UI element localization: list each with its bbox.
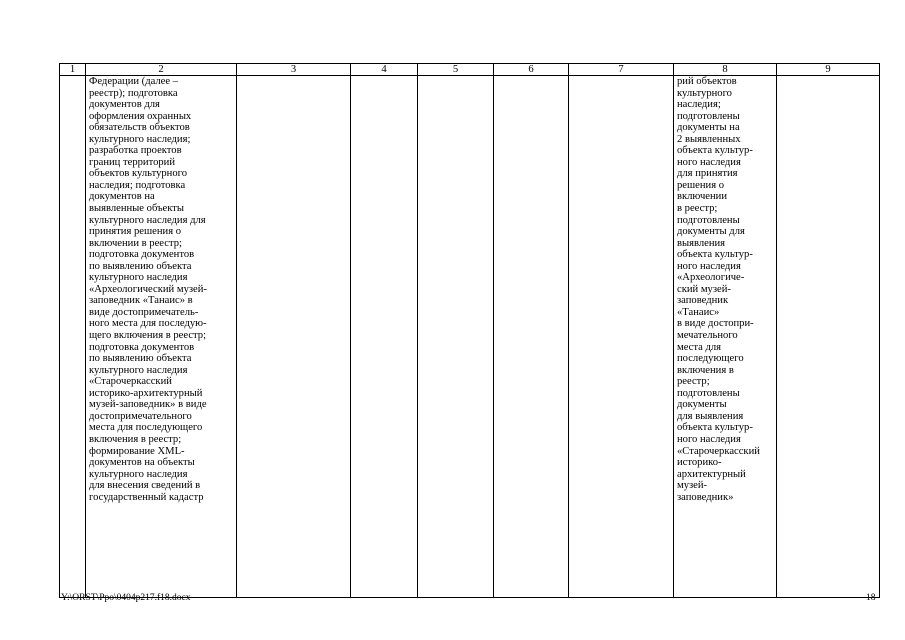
- text-line: 2 выявленных: [677, 133, 741, 145]
- text-line: документов для: [89, 99, 160, 111]
- text-line: Федерации (далее –: [89, 76, 179, 87]
- cell-col-9: [777, 76, 880, 598]
- text-line: рий объектов: [677, 76, 737, 87]
- cell-col-8: [674, 76, 777, 598]
- text-line: «Археологиче-: [677, 272, 745, 284]
- text-line: «Старочеркасский: [677, 445, 760, 457]
- cell-col-4: [351, 76, 418, 598]
- text-line: культурного наследия: [89, 468, 188, 480]
- text-line: для внесения сведений в: [89, 480, 201, 492]
- text-line: по выявлению объекта: [89, 353, 192, 365]
- header-row: [60, 64, 880, 76]
- text-line: для выявления: [677, 410, 744, 422]
- text-line: выявленные объекты: [89, 203, 185, 215]
- text-line: культурного наследия: [89, 364, 188, 376]
- text-line: по выявлению объекта: [89, 260, 192, 272]
- cell-col-1: [60, 76, 86, 598]
- text-line: выявления: [677, 237, 726, 249]
- text-line: подготовлены: [677, 214, 740, 226]
- text-line: ного наследия: [677, 156, 741, 168]
- text-line: ного наследия: [677, 260, 741, 272]
- text-line: включении в реестр;: [89, 237, 182, 249]
- text-line: в виде достопри-: [677, 318, 754, 330]
- text-line: объекта культур-: [677, 422, 753, 434]
- text-line: реестр;: [677, 376, 710, 388]
- text-line: наследия;: [677, 99, 721, 111]
- text-line: ский музей-: [677, 283, 731, 295]
- column-header-8: 8: [674, 64, 777, 76]
- text-line: культурного наследия;: [89, 133, 191, 145]
- text-line: границ территорий: [89, 156, 176, 168]
- table-row: [60, 76, 880, 598]
- text-line: культурного наследия для: [89, 214, 206, 226]
- text-line: наследия; подготовка: [89, 179, 186, 191]
- text-line: документы: [677, 399, 727, 411]
- cell-col-2: [86, 76, 237, 598]
- text-line: оформления охранных: [89, 110, 192, 122]
- column-header-5: 5: [418, 64, 494, 76]
- text-line: заповедник: [677, 295, 729, 307]
- text-line: музей-заповедник» в виде: [89, 399, 207, 411]
- text-line: подготовка документов: [89, 341, 195, 353]
- text-line: «Танаис»: [677, 306, 720, 318]
- column-header-3: 3: [237, 64, 351, 76]
- text-line: формирование XML-: [89, 445, 185, 457]
- text-line: документов на объекты: [89, 457, 195, 469]
- column-header-9: 9: [777, 64, 880, 76]
- text-line: ного наследия: [677, 433, 741, 445]
- text-line: виде достопримечатель-: [89, 306, 199, 318]
- cell-col-6: [494, 76, 569, 598]
- text-line: культурного наследия: [89, 272, 188, 284]
- text-line: реестр); подготовка: [89, 87, 178, 99]
- text-line: документов на: [89, 191, 155, 203]
- column-header-7: 7: [569, 64, 674, 76]
- text-line: щего включения в реестр;: [89, 330, 207, 342]
- text-line: заповедник «Танаис» в: [89, 295, 193, 307]
- col8-text: [674, 76, 776, 503]
- text-line: культурного: [677, 87, 732, 99]
- column-header-4: 4: [351, 64, 418, 76]
- text-line: документы на: [677, 122, 740, 134]
- col2-text: [86, 76, 236, 503]
- cell-col-5: [418, 76, 494, 598]
- text-line: историко-: [677, 457, 722, 469]
- text-line: ного места для последую-: [89, 318, 207, 330]
- text-line: обязательств объектов: [89, 122, 190, 134]
- text-line: включения в реестр;: [89, 433, 182, 445]
- page-number: 18: [866, 593, 876, 603]
- cell-col-3: [237, 76, 351, 598]
- text-line: объектов культурного: [89, 168, 188, 180]
- text-line: включения в: [677, 364, 734, 376]
- text-line: объекта культур-: [677, 145, 753, 157]
- text-line: архитектурный: [677, 468, 746, 480]
- column-header-2: 2: [86, 64, 237, 76]
- text-line: государственный кадастр: [89, 491, 204, 503]
- text-line: заповедник»: [677, 491, 734, 503]
- text-line: принятия решения о: [89, 226, 182, 238]
- text-line: включении: [677, 191, 727, 203]
- text-line: историко-архитектурный: [89, 387, 203, 399]
- text-line: решения о: [677, 179, 725, 191]
- text-line: подготовлены: [677, 110, 740, 122]
- text-line: «Старочеркасский: [89, 376, 172, 388]
- text-line: места для последующего: [89, 422, 203, 434]
- text-line: разработка проектов: [89, 145, 182, 157]
- column-header-1: 1: [60, 64, 86, 76]
- text-line: последующего: [677, 353, 744, 365]
- document-table: [59, 63, 880, 598]
- text-line: музей-: [677, 480, 708, 492]
- column-header-6: 6: [494, 64, 569, 76]
- text-line: подготовка документов: [89, 249, 195, 261]
- text-line: «Археологический музей-: [89, 283, 207, 295]
- text-line: подготовлены: [677, 387, 740, 399]
- text-line: мечательного: [677, 330, 738, 342]
- text-line: объекта культур-: [677, 249, 753, 261]
- text-line: места для: [677, 341, 722, 353]
- text-line: документы для: [677, 226, 745, 238]
- text-line: достопримечательного: [89, 410, 192, 422]
- text-line: в реестр;: [677, 203, 718, 215]
- cell-col-7: [569, 76, 674, 598]
- footer-file-path: Y:\ORST\Ppo\0404p217.f18.docx: [61, 593, 191, 603]
- text-line: для принятия: [677, 168, 738, 180]
